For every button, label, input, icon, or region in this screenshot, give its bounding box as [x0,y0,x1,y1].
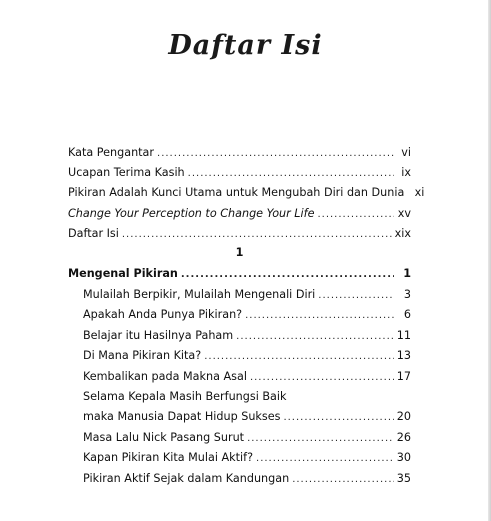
toc-section-entry [83,328,411,345]
toc-entry-page: 26 [396,431,411,444]
toc-entry-page: 1 [403,267,411,280]
toc-section-entry [83,409,411,426]
toc-entry-title: maka Manusia Dapat Hidup Sukses [83,410,281,423]
toc-entry-page: 17 [396,370,411,383]
dot-leader [256,451,394,467]
toc-entry-page: xi [414,186,425,199]
toc-entry-page: xix [394,227,411,240]
toc-entry-title: Mulailah Berpikir, Mulailah Mengenali Diri [83,288,316,301]
toc-entry-title: Di Mana Pikiran Kita? [83,349,202,362]
toc-entry-title: Change Your Perception to Change Your Life [68,207,315,220]
toc-chapter-entry [68,266,411,283]
toc-entry-daftar-isi [68,226,411,243]
toc-entry-page: vi [401,146,411,159]
toc-section-entry [83,287,411,304]
toc-entry-page: 11 [396,329,411,342]
toc-entry-title: Pikiran Adalah Kunci Utama untuk Mengubah Diri dan Dunia [68,186,405,199]
toc-entry-title: Mengenal Pikiran [68,267,178,280]
toc-section-entry-line1: Selama Kepala Masih Berfungsi Baik [83,390,287,403]
toc-entry-title: Kembalikan pada Makna Asal [83,370,247,383]
toc-entry-page: xv [397,207,411,220]
dot-leader [204,349,394,365]
toc-entry-page: 35 [396,472,411,485]
toc-entry-title: Daftar Isi [68,227,119,240]
dot-leader [247,431,394,447]
toc-entry-title: Belajar itu Hasilnya Paham [83,329,234,342]
toc-section-entry [83,348,411,365]
toc-entry-title: Pikiran Aktif Sejak dalam Kandungan [83,472,290,485]
dot-leader [318,288,394,304]
dot-leader [181,267,394,283]
toc-entry-ucapan-terima-kasih [68,165,411,182]
toc-entry-page: 3 [403,288,411,301]
toc-entry-kata-pengantar [68,145,411,162]
toc-section-entry [83,430,411,447]
toc-entry-change-your-perception [68,206,411,223]
toc-entry-pikiran-kunci-utama [68,185,425,202]
toc-entry-page: 20 [396,410,411,423]
dot-leader [292,472,394,488]
toc-entry-title: Masa Lalu Nick Pasang Surut [83,431,245,444]
toc-entry-title: Apakah Anda Punya Pikiran? [83,308,243,321]
dot-leader [283,410,393,426]
chapter-number: 1 [235,246,244,259]
toc-entry-title: Ucapan Terima Kasih [68,166,185,179]
toc-section-entry [83,369,411,386]
toc-section-entry [83,450,411,467]
dot-leader [157,146,394,162]
toc-entry-title: Kapan Pikiran Kita Mulai Aktif? [83,451,254,464]
dot-leader [122,227,392,243]
toc-entry-page: 6 [403,308,411,321]
page-title: Daftar Isi [168,30,323,61]
dot-leader [250,370,394,386]
dot-leader [317,207,394,223]
toc-section-entry [83,471,411,488]
dot-leader [188,166,394,182]
dot-leader [236,329,394,345]
toc-entry-page: 30 [396,451,411,464]
dot-leader [245,308,394,324]
toc-entry-title: Kata Pengantar [68,146,155,159]
toc-entry-page: ix [401,166,411,179]
toc-entry-page: 13 [396,349,411,362]
toc-section-entry [83,307,411,324]
